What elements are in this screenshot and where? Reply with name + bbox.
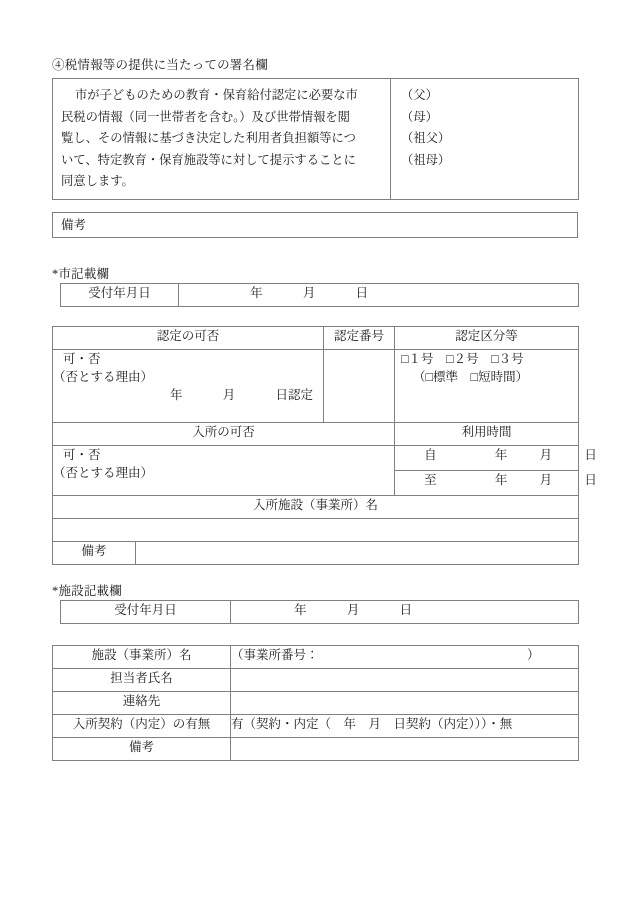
consent-line-1: 市が子どものための教育・保育給付認定に必要な市 [75, 88, 358, 102]
riyou-to-cell[interactable] [395, 471, 597, 496]
table-row [53, 715, 579, 738]
signature-label-father: （父） [401, 88, 438, 102]
nyuusho-reason-label: （否とする理由） [53, 466, 154, 480]
city-receipt-day: 日 [355, 286, 369, 300]
decision-body-row [53, 350, 579, 423]
contact-info-label: 連絡先 [53, 692, 231, 715]
contract-status-label: 入所契約（内定）の有無 [53, 715, 231, 738]
consent-line-3: 覧し、その情報に基づき決定した利用者負担額等につ [61, 131, 356, 145]
facility-receipt-year: 年 [294, 603, 307, 617]
facility-detail-table [52, 645, 579, 761]
remarks-top-field[interactable]: 備考 [52, 212, 578, 238]
facility-name-header: 入所施設（事業所）名 [53, 496, 579, 519]
nyuusho-from-row [53, 446, 579, 471]
facility-name-value[interactable] [53, 519, 579, 542]
riyou-from-month: 月 [539, 448, 553, 462]
city-remarks-row [53, 542, 579, 565]
contact-person-label: 担当者氏名 [53, 669, 231, 692]
signature-cell[interactable] [391, 79, 579, 200]
nintei-date-day: 日認定 [275, 388, 313, 402]
contact-info-value[interactable] [231, 692, 579, 715]
consent-line-5: 同意します。 [61, 174, 134, 188]
riyou-to-month: 月 [539, 473, 553, 487]
riyou-to-label: 至 [424, 473, 437, 487]
riyou-from-label: 自 [424, 448, 437, 462]
signature-label-grandfather: （祖父） [401, 131, 451, 145]
riyou-from-year: 年 [494, 448, 508, 462]
kubun-checkboxes-time: （□標準 □短時間） [413, 370, 529, 384]
city-receipt-year: 年 [250, 286, 263, 300]
facility-number-value[interactable] [231, 646, 579, 669]
facility-remarks-label: 備考 [53, 738, 231, 761]
signature-label-grandmother: （祖母） [401, 152, 451, 167]
city-receipt-table [60, 283, 579, 307]
nintei-date-month: 月 [222, 388, 236, 402]
header-riyoujikan: 利用時間 [395, 423, 579, 446]
city-remarks-label: 備考 [53, 542, 136, 565]
riyou-from-cell[interactable] [395, 446, 597, 471]
facility-section-heading: *施設記載欄 [52, 584, 122, 598]
nintei-kahi-cell[interactable] [53, 350, 324, 423]
city-remarks-value[interactable] [136, 542, 579, 565]
facility-receipt-label: 受付年月日 [61, 601, 231, 624]
nintei-bangou-cell[interactable] [324, 350, 395, 423]
facility-number-suffix: ） [527, 648, 540, 662]
riyou-to-year: 年 [494, 473, 508, 487]
nyuusho-kahi-options: 可・否 [63, 448, 101, 462]
nintei-kahi-options: 可・否 [63, 352, 101, 366]
city-decision-table [52, 326, 597, 565]
nintei-reason-label: （否とする理由） [53, 370, 154, 384]
header-nyuusho: 入所の可否 [53, 423, 395, 446]
signature-label-mother: （母） [401, 109, 438, 124]
facility-name-label: 施設（事業所）名 [53, 646, 231, 669]
city-receipt-value[interactable] [179, 284, 579, 307]
consent-text-cell [53, 79, 391, 200]
facility-name-value-row [53, 519, 579, 542]
decision-header-row [53, 327, 579, 350]
city-section-heading: *市記載欄 [52, 267, 110, 281]
consent-text [53, 79, 390, 199]
nyuusho-kahi-cell[interactable] [53, 446, 395, 496]
facility-remarks-value[interactable] [231, 738, 579, 761]
nyuusho-header-row [53, 423, 579, 446]
consent-line-2: 民税の情報（同一世帯者を含む。）及び世帯情報を閲 [61, 109, 350, 124]
consent-line-4: いて、特定教育・保育施設等に対して提示することに [61, 152, 356, 167]
nintei-kubun-cell[interactable] [395, 350, 579, 423]
facility-name-header-row [53, 496, 579, 519]
city-receipt-month: 月 [302, 286, 316, 300]
signature-label-list [391, 79, 578, 177]
riyou-from-day: 日 [584, 448, 597, 462]
consent-section-heading: ④税情報等の提供に当たっての署名欄 [52, 58, 268, 72]
header-ninteikubun: 認定区分等 [395, 327, 579, 350]
facility-number-prefix: （事業所番号： [231, 648, 319, 662]
table-row [53, 669, 579, 692]
table-row [53, 692, 579, 715]
contract-status-value[interactable]: 有（契約・内定（ 年 月 日契約（内定）））・無 [231, 715, 579, 738]
riyou-to-day: 日 [584, 473, 597, 487]
header-ninteibi: 認定の可否 [53, 327, 324, 350]
nintei-date-year: 年 [169, 388, 183, 402]
contact-person-value[interactable] [231, 669, 579, 692]
city-receipt-label: 受付年月日 [61, 284, 179, 307]
header-ninteibangou: 認定番号 [324, 327, 395, 350]
table-row [53, 738, 579, 761]
consent-signature-table [52, 78, 579, 200]
table-row [53, 646, 579, 669]
facility-receipt-table [60, 600, 579, 624]
facility-receipt-value[interactable] [231, 601, 579, 624]
facility-receipt-month: 月 [346, 603, 360, 617]
kubun-checkboxes-gou: □１号 □２号 □３号 [401, 352, 524, 366]
facility-receipt-day: 日 [399, 603, 413, 617]
